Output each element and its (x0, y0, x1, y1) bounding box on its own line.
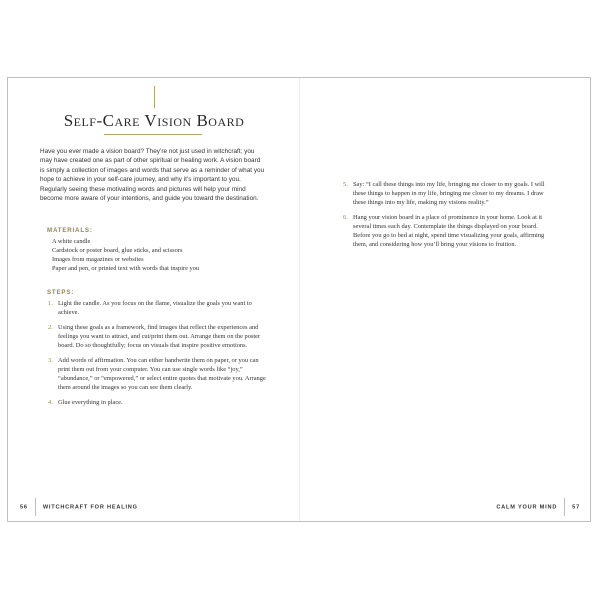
material-item: Cardstock or poster board, glue sticks, and scissors (52, 246, 183, 254)
step-item (48, 356, 268, 392)
step-number: 2. (48, 324, 53, 331)
page-number: 57 (572, 504, 580, 511)
step-item (48, 299, 268, 317)
material-item: Images from magazines or websites (52, 255, 144, 263)
page-number: 56 (20, 504, 28, 511)
material-item: Paper and pen, or printed text with words that inspire you (52, 264, 200, 272)
step-item (343, 180, 553, 207)
right-footer (496, 498, 580, 516)
intro-paragraph: Have you ever made a vision board? They’re not just used in witchcraft; you may have created one as part of other spiritual or healing work. A vision board is simply a collection of images and words that serve as a reminder of what you hope to achieve in your self-care journey, and why it’s important to you. Regularly seeing these motivating words and pictures will help your mind become more aware of your intentions, and guide you toward the destination. (40, 148, 265, 203)
step-number: 4. (48, 399, 53, 406)
steps-list (48, 299, 268, 407)
footer-divider (35, 498, 36, 516)
page-title: Self-Care Vision Board (63, 111, 245, 130)
footer-divider (564, 498, 565, 516)
right-page (300, 78, 592, 521)
step-item (343, 213, 553, 249)
step-text: Add words of affirmation. You can either handwrite them on paper, or you can print them out from your computer. You can use single words like “joy,” “abundance,” or “empowered,” or select entire quotes that motivate you. Arrange them around the images so you can see them clearly. (58, 357, 266, 391)
step-text: Glue everything in place. (58, 399, 123, 406)
left-footer (20, 498, 138, 516)
materials-list (52, 238, 272, 274)
title-underline (104, 134, 202, 135)
steps-list-continued (343, 180, 553, 249)
step-text: Light the candle. As you focus on the flame, visualize the goals you want to achieve. (58, 300, 252, 316)
step-number: 3. (48, 357, 53, 364)
step-number: 1. (48, 300, 53, 307)
steps-heading: STEPS: (47, 289, 75, 296)
book-spread (7, 77, 591, 522)
step-item (48, 323, 268, 350)
materials-heading: MATERIALS: (47, 227, 93, 234)
step-number: 6. (343, 214, 348, 221)
title-accent-line (154, 86, 155, 108)
step-text: Using these goals as a framework, find images that reflect the experiences and feelings you want to attract, and cut/print them out. Arrange them on the poster board. Do so thoughtfully; focus on visuals that inspire positive emotions. (58, 324, 261, 349)
left-page (8, 78, 300, 521)
running-head: WITCHCRAFT FOR HEALING (42, 504, 138, 511)
step-text: Hang your vision board in a place of prominence in your home. Look at it several times each day. Contemplate the things displayed on your board. Before you go to bed at night, spend time visualizing your goals, affirming them, and considering how you’ll bring your visions to fruition. (353, 214, 545, 248)
step-number: 5. (343, 181, 348, 188)
step-text: Say: “I call these things into my life, bringing me closer to my goals. I will these things to happen in my life, bringing me closer to my dreams. I draw these things into my life, making my visions reality.” (353, 181, 545, 206)
material-item: A white candle (52, 238, 91, 245)
step-item (48, 398, 268, 407)
running-head: CALM YOUR MIND (496, 504, 558, 511)
